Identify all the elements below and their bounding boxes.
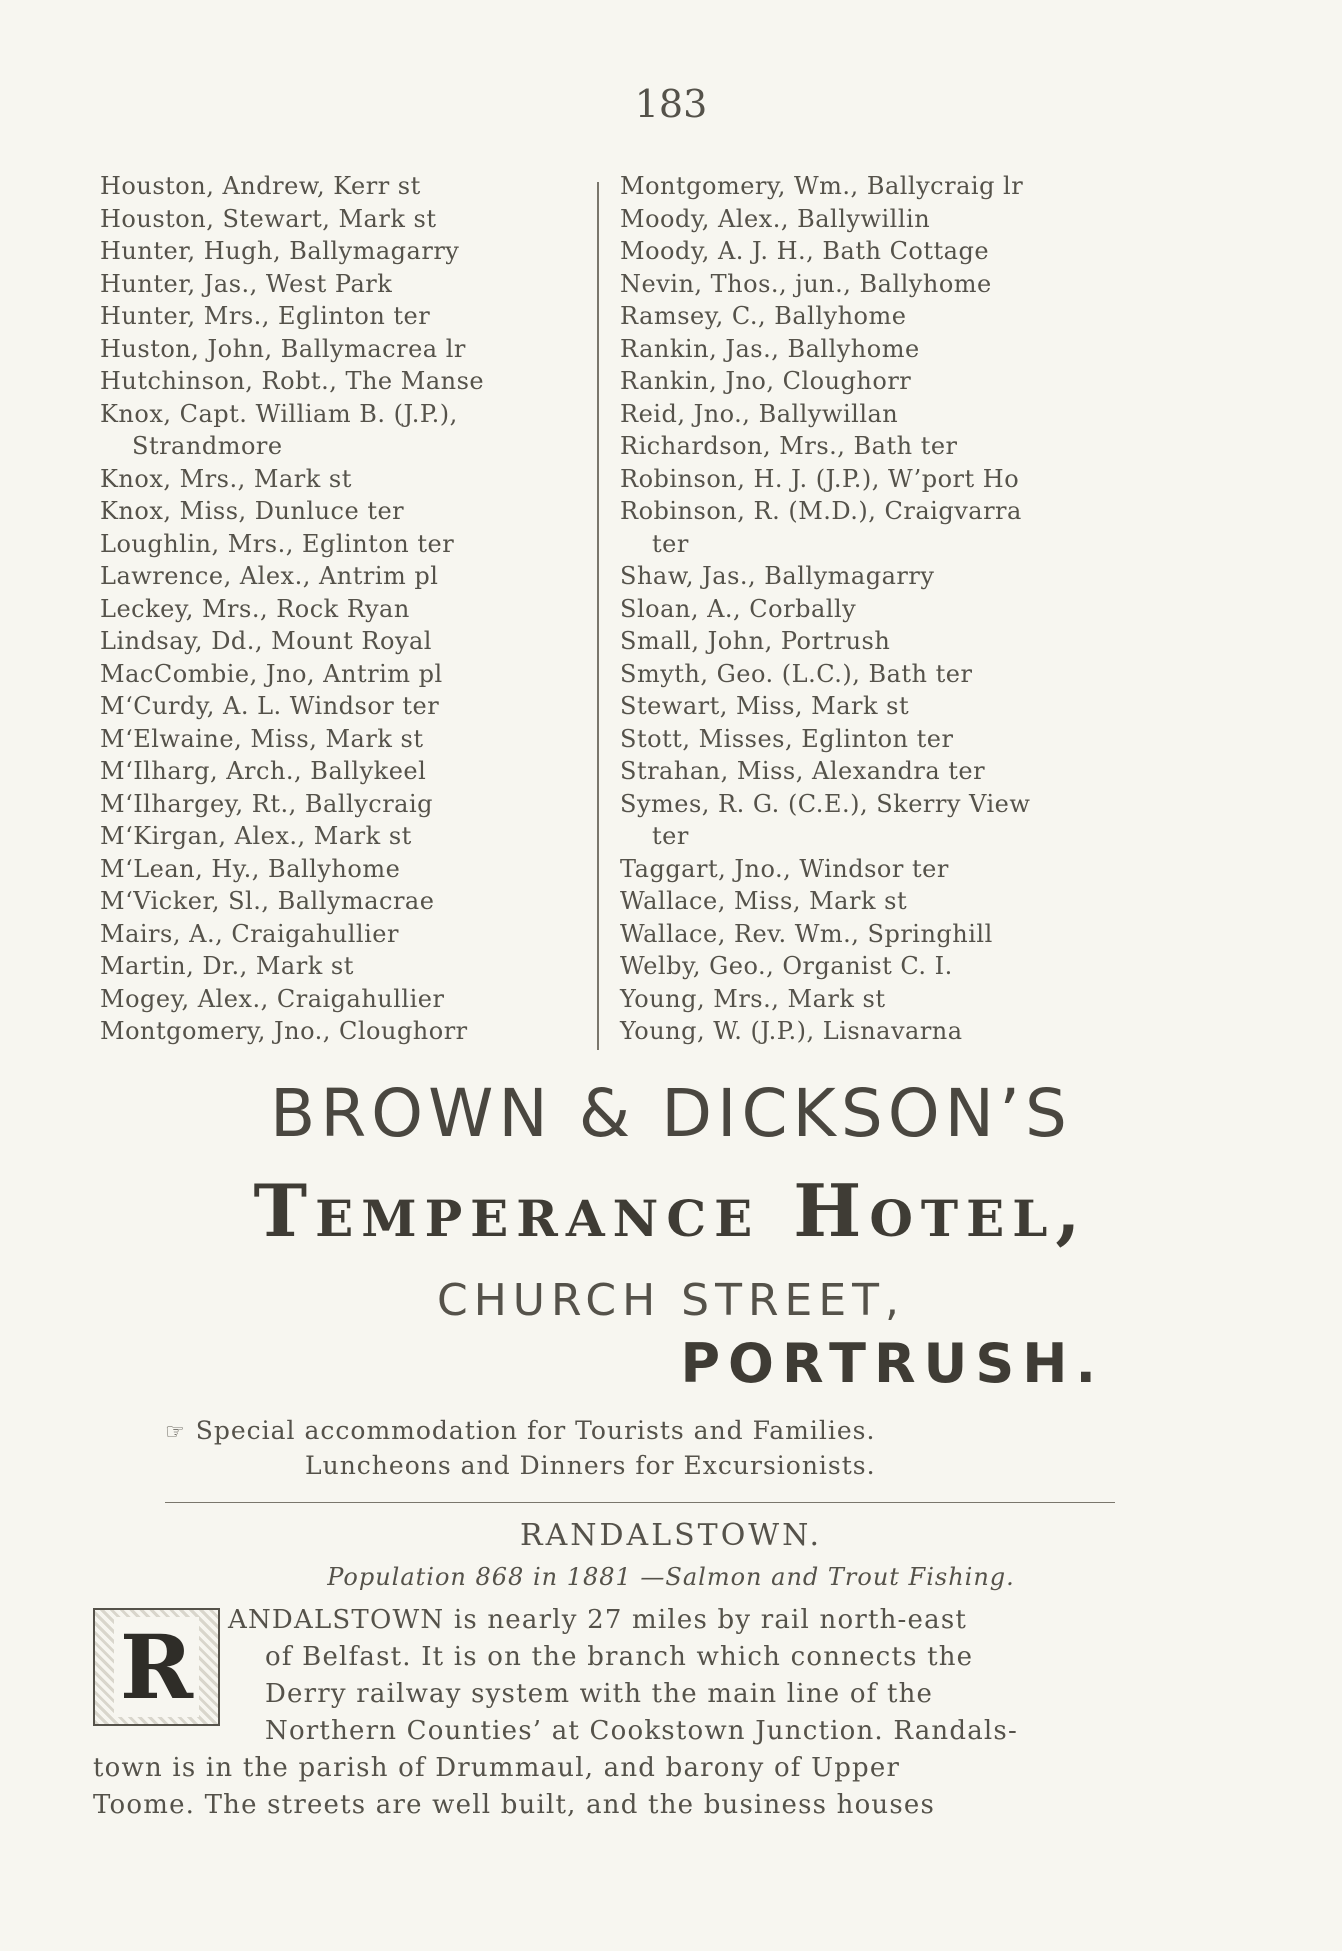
directory-entry: M‘Elwaine, Miss, Mark st	[100, 724, 424, 753]
directory-entry: Loughlin, Mrs., Eglinton ter	[100, 529, 455, 558]
advert-hotel-name: Temperance Hotel,	[253, 1168, 1089, 1253]
directory-entry: Houston, Andrew, Kerr st	[100, 172, 421, 200]
advert-town: PORTRUSH.	[680, 1332, 1104, 1395]
directory-columns	[100, 170, 1100, 1060]
directory-entry: Leckey, Mrs., Rock Ryan	[100, 594, 410, 623]
directory-entry: Reid, Jno., Ballywillan	[620, 399, 899, 428]
directory-entry: Montgomery, Jno., Cloughorr	[100, 1017, 468, 1045]
directory-entry: Young, W. (J.P.), Lisnavarna	[620, 1017, 963, 1045]
directory-entry: Nevin, Thos., jun., Ballyhome	[620, 269, 992, 298]
directory-entry: Mairs, A., Craigahullier	[100, 919, 399, 948]
directory-entry: MacCombie, Jno, Antrim pl	[100, 659, 443, 688]
directory-entry: Shaw, Jas., Ballymagarry	[620, 562, 935, 590]
directory-entry: Rankin, Jas., Ballyhome	[620, 334, 920, 363]
directory-entry: Sloan, A., Corbally	[620, 594, 857, 623]
advert-line-1	[165, 1416, 875, 1445]
directory-entry: Hunter, Mrs., Eglinton ter	[100, 302, 431, 330]
directory-entry: Strahan, Miss, Alexandra ter	[620, 757, 986, 785]
column-divider	[597, 182, 599, 1050]
directory-entry: Knox, Miss, Dunluce ter	[100, 497, 405, 525]
directory-entry: Symes, R. G. (C.E.), Skerry View	[620, 789, 1031, 818]
advert-street: CHURCH STREET,	[436, 1275, 906, 1326]
paragraph-line: Northern Counties’ at Cookstown Junction. Randals-	[265, 1716, 1018, 1746]
section-divider	[165, 1502, 1115, 1503]
directory-entry: Moody, A. J. H., Bath Cottage	[620, 237, 990, 265]
directory-entry: Robinson, R. (M.D.), Craigvarra	[620, 497, 1022, 525]
directory-entry: Robinson, H. J. (J.P.), W’port Ho	[620, 464, 1020, 493]
directory-entry: Strandmore	[132, 432, 283, 460]
directory-entry: Lawrence, Alex., Antrim pl	[100, 562, 439, 590]
directory-entry: M‘Kirgan, Alex., Mark st	[100, 822, 412, 850]
section-subtitle: Population 868 in 1881 —Salmon and Trout Fishing.	[327, 1563, 1015, 1591]
advert-line-2: Luncheons and Dinners for Excursionists.	[305, 1451, 876, 1480]
directory-entry: Hunter, Hugh, Ballymagarry	[100, 237, 460, 265]
directory-entry: Stewart, Miss, Mark st	[620, 692, 910, 720]
directory-entry: M‘Lean, Hy., Ballyhome	[100, 854, 401, 883]
directory-entry: Montgomery, Wm., Ballycraig lr	[620, 172, 1024, 200]
directory-right-column	[620, 170, 1120, 1048]
directory-entry: ter	[652, 822, 689, 850]
directory-entry: M‘Vicker, Sl., Ballymacrae	[100, 887, 435, 915]
drop-cap	[93, 1608, 220, 1726]
advert-title: BROWN & DICKSON’S	[270, 1075, 1072, 1152]
directory-entry: Knox, Mrs., Mark st	[100, 464, 352, 493]
page-number: 183	[634, 82, 708, 126]
directory-entry: M‘Curdy, A. L. Windsor ter	[100, 692, 440, 720]
advert-line-1-text: Special accommodation for Tourists and Families.	[195, 1416, 876, 1445]
directory-entry: Taggart, Jno., Windsor ter	[620, 854, 949, 883]
directory-entry: Welby, Geo., Organist C. I.	[620, 952, 953, 980]
directory-entry: Wallace, Miss, Mark st	[620, 887, 908, 915]
paragraph-line: town is in the parish of Drummaul, and barony of Upper	[93, 1753, 901, 1783]
directory-entry: Stott, Misses, Eglinton ter	[620, 724, 954, 753]
directory-entry: Martin, Dr., Mark st	[100, 952, 354, 980]
directory-entry: Small, John, Portrush	[620, 627, 891, 655]
pointing-hand-icon: ☞	[165, 1420, 186, 1445]
directory-entry: Wallace, Rev. Wm., Springhill	[620, 919, 993, 948]
directory-entry: Lindsay, Dd., Mount Royal	[100, 627, 432, 655]
directory-entry: ter	[652, 529, 689, 558]
directory-entry: Ramsey, C., Ballyhome	[620, 302, 907, 330]
directory-entry: M‘Ilhargey, Rt., Ballycraig	[100, 789, 434, 818]
directory-entry: Hutchinson, Robt., The Manse	[100, 367, 485, 395]
directory-left-column	[100, 170, 590, 1048]
directory-entry: Rankin, Jno, Cloughorr	[620, 367, 912, 395]
drop-cap-letter: R	[114, 1617, 199, 1717]
paragraph-line: ANDALSTOWN is nearly 27 miles by rail north-east	[228, 1605, 968, 1635]
directory-entry: Knox, Capt. William B. (J.P.),	[100, 399, 458, 428]
directory-entry: Huston, John, Ballymacrea lr	[100, 334, 466, 363]
paragraph-line: Derry railway system with the main line of the	[265, 1679, 934, 1709]
directory-entry: Richardson, Mrs., Bath ter	[620, 432, 958, 460]
section-title: RANDALSTOWN.	[519, 1518, 822, 1553]
paragraph-line: Toome. The streets are well built, and the business houses	[93, 1790, 936, 1820]
directory-entry: Hunter, Jas., West Park	[100, 269, 393, 298]
paragraph-line: of Belfast. It is on the branch which connects the	[265, 1642, 974, 1672]
directory-entry: M‘Ilharg, Arch., Ballykeel	[100, 757, 427, 785]
directory-entry: Mogey, Alex., Craigahullier	[100, 984, 445, 1013]
directory-entry: Houston, Stewart, Mark st	[100, 204, 437, 233]
directory-entry: Young, Mrs., Mark st	[620, 984, 886, 1013]
directory-entry: Moody, Alex., Ballywillin	[620, 204, 931, 233]
directory-entry: Smyth, Geo. (L.C.), Bath ter	[620, 659, 973, 688]
